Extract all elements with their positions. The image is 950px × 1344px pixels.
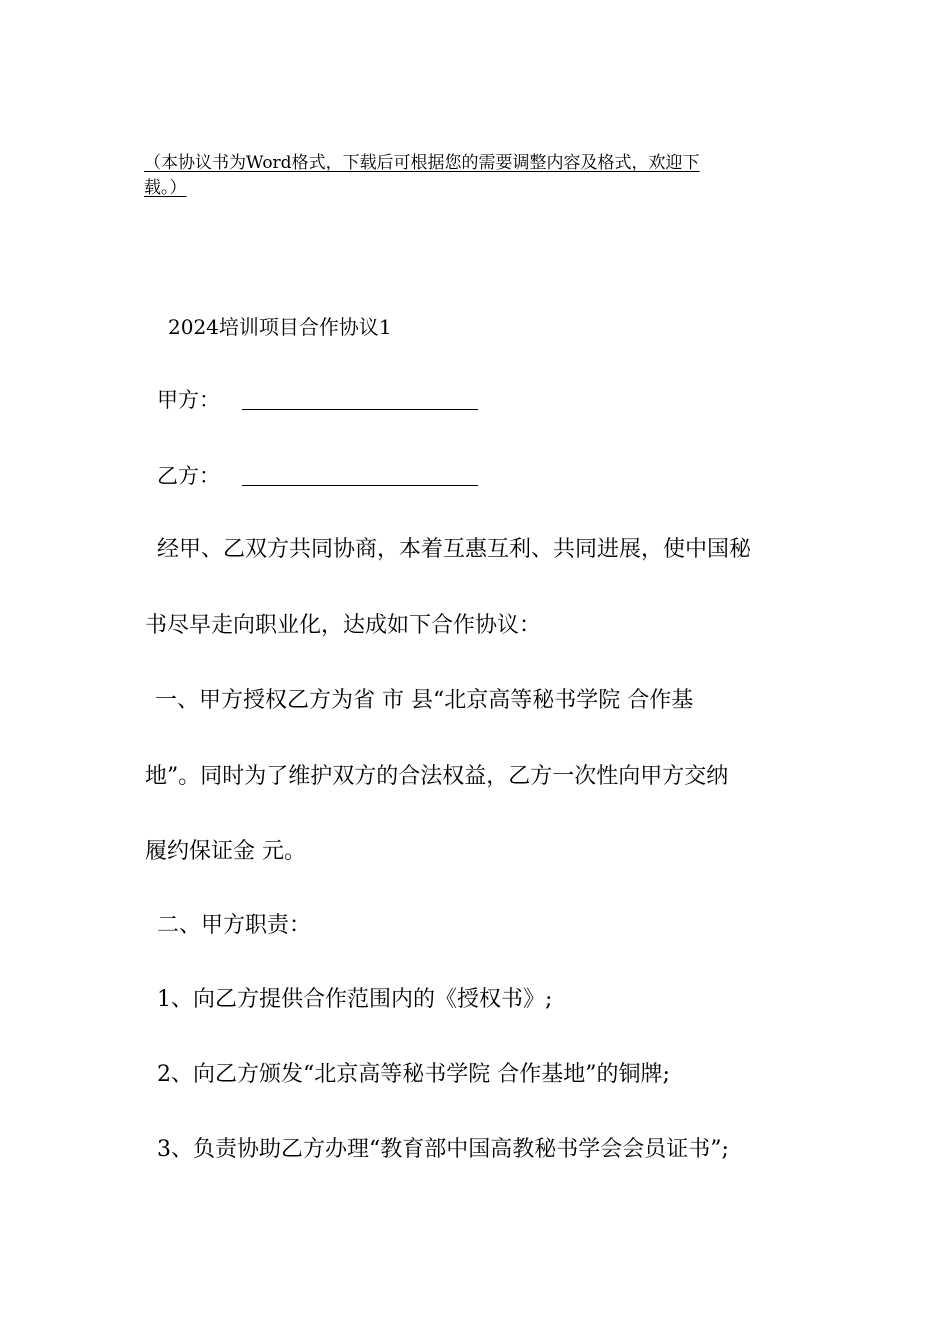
intro-line-2: 书尽早走向职业化，达成如下合作协议： xyxy=(145,613,542,638)
clause-2-item-3: 3、负责协助乙方办理“教育部中国高教秘书学会会员证书”; xyxy=(157,1137,729,1162)
party-b-label: 乙方： xyxy=(157,464,220,488)
clause-1-line-3: 履约保证金 元。 xyxy=(145,839,306,864)
clause-2-item-1: 1、向乙方提供合作范围内的《授权书》; xyxy=(157,987,553,1012)
party-a-field xyxy=(157,386,220,414)
format-notice xyxy=(144,151,810,201)
party-a-blank-line xyxy=(242,409,478,410)
party-a-label: 甲方： xyxy=(157,388,220,412)
clause-2-heading: 二、甲方职责： xyxy=(157,913,312,938)
format-notice-line-2: 载。） xyxy=(144,178,187,198)
document-title: 2024培训项目合作协议1 xyxy=(168,315,392,339)
format-notice-line-1: （本协议书为Word格式，下载后可根据您的需要调整内容及格式，欢迎下 xyxy=(144,153,700,173)
clause-2-item-2: 2、向乙方颁发“北京高等秘书学院 合作基地”的铜牌; xyxy=(157,1062,670,1087)
intro-line-1: 经甲、乙双方共同协商，本着互惠互利、共同进展，使中国秘 xyxy=(157,537,752,562)
clause-1-line-2: 地”。同时为了维护双方的合法权益，乙方一次性向甲方交纳 xyxy=(145,764,729,789)
party-b-field xyxy=(157,462,220,490)
clause-1-line-1: 一、甲方授权乙方为省 市 县“北京高等秘书学院 合作基 xyxy=(155,688,694,713)
party-b-blank-line xyxy=(242,485,478,486)
